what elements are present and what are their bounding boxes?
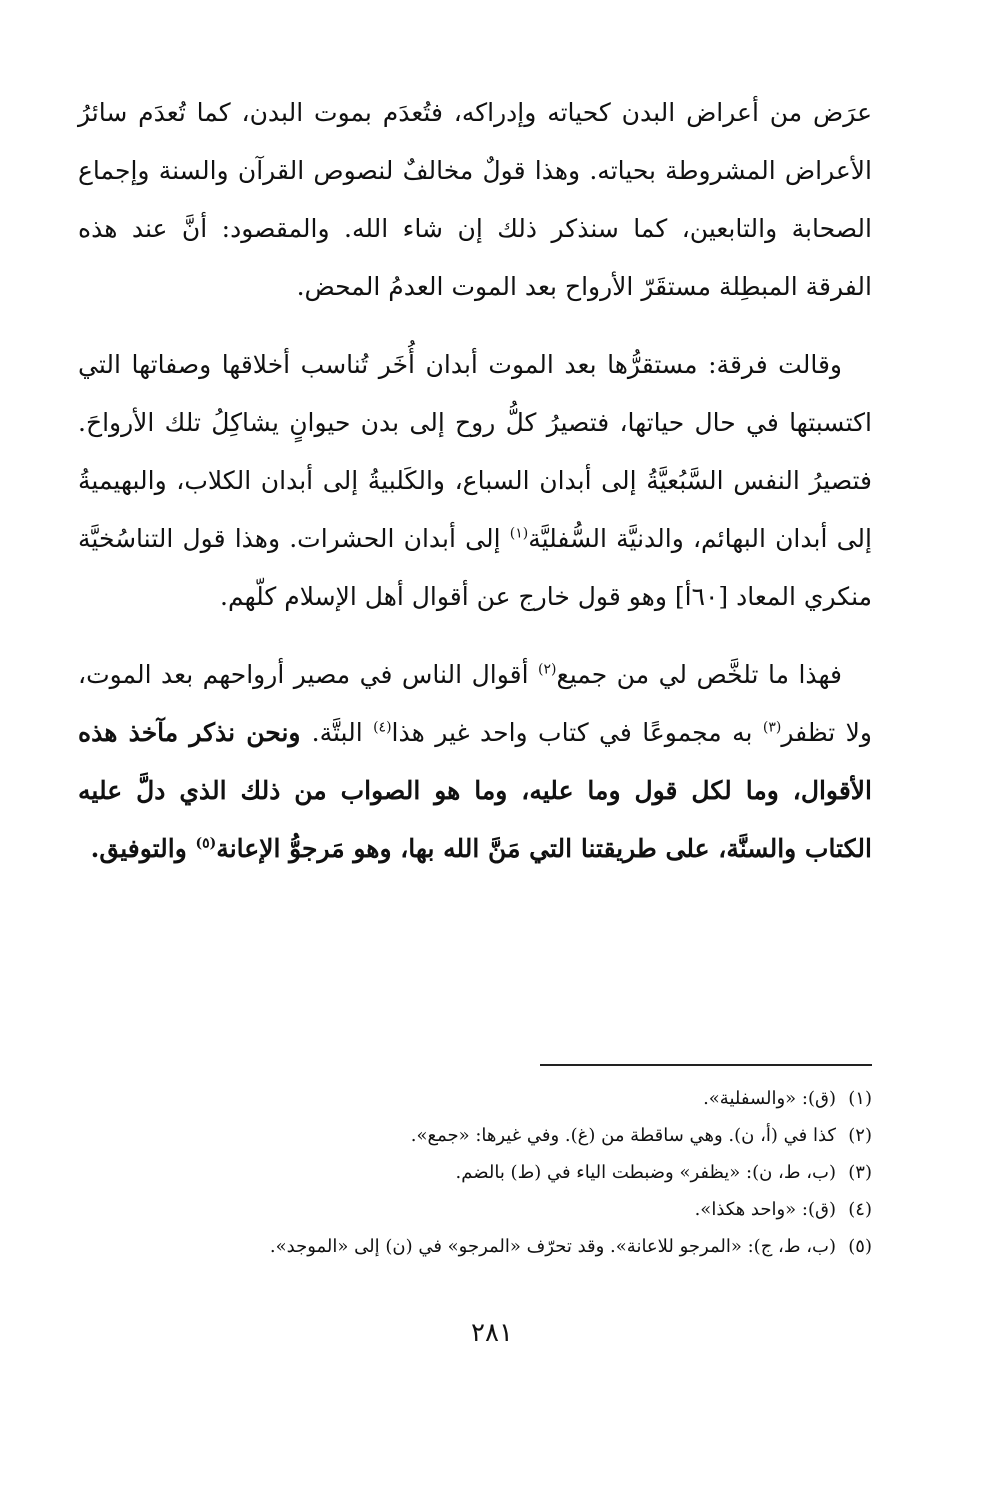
paragraph-3-text-c: به مجموعًا في كتاب واحد غير هذا (391, 718, 763, 747)
paragraph-1: عرَض من أعراض البدن كحياته وإدراكه، فتُعدَم بموت البدن، كما تُعدَم سائرُ الأعراض المشروطة بحياته. وهذا قولٌ مخالفٌ لنصوص القرآن والسنة وإجماع الصحابة والتابعين، كما سنذكر ذلك إن شاء الله. والمقصود: أنَّ عند هذه الفرقة المبطِلة مستقَرّ الأرواح بعد الموت العدمُ المحض. (78, 98, 872, 301)
footnote-text: (ب، ط، ج): «المرجو للاعانة». وقد تحرّف «المرجو» في (ن) إلى «الموجد». (269, 1236, 836, 1257)
footnote-text: (ق): «والسفلية». (703, 1088, 836, 1109)
footnote-text: (ب، ط، ن): «يظفر» وضبطت الياء في (ط) بالضم. (455, 1162, 836, 1183)
footnote-ref-4[interactable]: (٤) (373, 719, 392, 736)
footnote-ref-2[interactable]: (٢) (537, 661, 557, 678)
paragraph-3-text-d: البتَّة. (311, 718, 374, 747)
paragraph-3-text-b: أقوال الناس في مصير أرواحهم بعد الموت، ولا تظفر (78, 660, 873, 747)
footnote-text: (ق): «واحد هكذا». (694, 1199, 836, 1220)
paragraph-3-bold-b: والتوفيق. (90, 834, 196, 863)
footnote-ref-5[interactable]: (٥) (195, 835, 217, 852)
footnote-number: (١) (848, 1088, 872, 1109)
footnote-item (78, 1154, 872, 1191)
footnote-ref-3[interactable]: (٣) (762, 719, 782, 736)
footnote-item (78, 1228, 872, 1265)
footnote-item (78, 1080, 872, 1117)
paragraph-2-text-a: وقالت فرقة: مستقرُّها بعد الموت أبدان أُخَر تُناسب أخلاقها وصفاتها التي اكتسبتها في حال حياتها، فتصيرُ كلُّ روح إلى بدن حيوانٍ يشاكِلُ تلك الأرواحَ. فتصيرُ النفس السَّبُعيَّةُ إلى أبدان السباع، والكَلبيةُ إلى أبدان الكلاب، والبهيميةُ إلى أبدان البهائم، والدنيَّة السُّفليَّة (78, 350, 872, 553)
page-number: ٢٨١ (471, 1318, 513, 1348)
paragraph-3 (78, 646, 872, 878)
paragraph-2 (78, 336, 872, 626)
paragraph-3-bold-a: ونحن نذكر مآخذ هذه الأقوال، وما لكل قول وما عليه، وما هو الصواب من ذلك الذي دلَّ عليه الكتاب والسنَّة، على طريقتنا التي مَنَّ الله بها، وهو مَرجوُّ الإعانة (78, 718, 872, 863)
footnote-number: (٥) (848, 1236, 872, 1257)
page-body (78, 84, 872, 898)
footnote-number: (٣) (848, 1162, 872, 1183)
paragraph-2-text-b: إلى أبدان الحشرات. وهذا قول التناسُخيَّة منكري المعاد [٦٠أ] وهو قول خارج عن أقوال أهل الإسلام كلّهم. (78, 524, 872, 611)
footnote-divider (540, 1064, 872, 1066)
footnote-number: (٢) (848, 1125, 872, 1146)
footnote-item (78, 1191, 872, 1228)
footnote-text: كذا في (أ، ن). وهي ساقطة من (غ). وفي غيرها: «جمع». (410, 1125, 836, 1146)
paragraph-3-text-a: فهذا ما تلخَّص لي من جميع (556, 660, 842, 689)
footnote-number: (٤) (848, 1199, 872, 1220)
footnotes (78, 1080, 872, 1265)
footnote-ref-1[interactable]: (١) (509, 525, 529, 542)
footnote-item (78, 1117, 872, 1154)
